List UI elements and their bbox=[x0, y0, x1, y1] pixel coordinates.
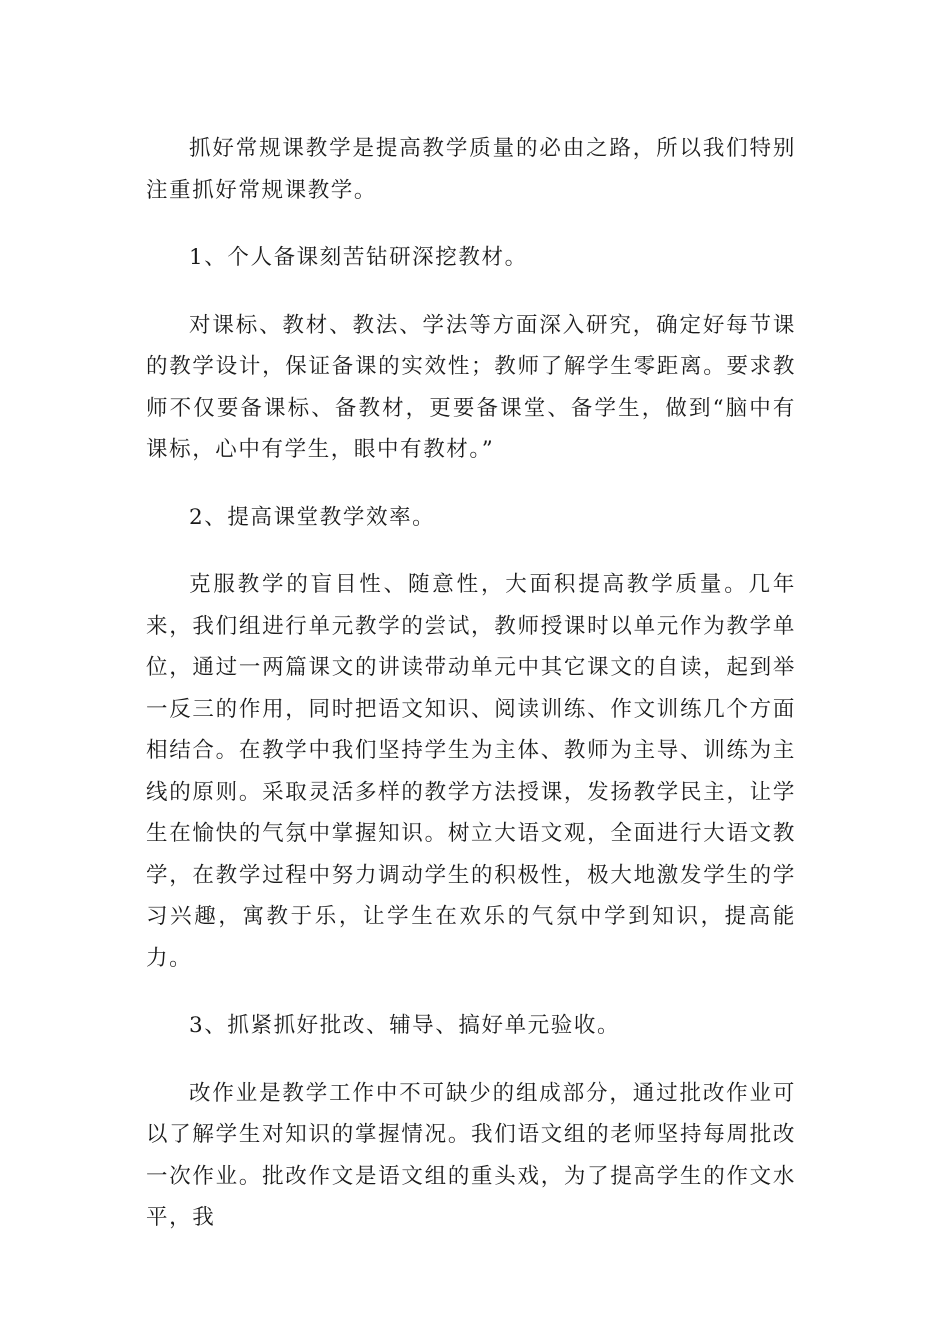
paragraph-grading-tutoring: 改作业是教学工作中不可缺少的组成部分，通过批改作业可以了解学生对知识的掌握情况。我们语文组的老师坚持每周批改一次作业。批改作文是语文组的重头戏，为了提高学生的作文水平，我 bbox=[146, 1080, 796, 1230]
paragraph-lesson-preparation: 对课标、教材、教法、学法等方面深入研究，确定好每节课的教学设计，保证备课的实效性；教师了解学生零距离。要求教师不仅要备课标、备教材，更要备课堂、备学生，做到“脑中有课标，心中有学生，眼中有教材。” bbox=[146, 312, 796, 462]
heading-lesson-preparation: 1、个人备课刻苦钻研深挖教材。 bbox=[189, 245, 528, 270]
heading-classroom-efficiency: 2、提高课堂教学效率。 bbox=[189, 504, 436, 530]
document-body bbox=[146, 128, 796, 1265]
paragraph-intro: 抓好常规课教学是提高教学质量的必由之路，所以我们特别注重抓好常规课教学。 bbox=[146, 136, 796, 203]
heading-grading-tutoring: 3、抓紧抓好批改、辅导、搞好单元验收。 bbox=[189, 1013, 621, 1038]
paragraph-classroom-efficiency: 克服教学的盲目性、随意性，大面积提高教学质量。几年来，我们组进行单元教学的尝试，教师授课时以单元作为教学单位，通过一两篇课文的讲读带动单元中其它课文的自读，起到举一反三的作用，同时把语文知识、阅读训练、作文训练几个方面相结合。在教学中我们坚持学生为主体、教师为主导、训练为主线的原则。采取灵活多样的教学方法授课，发扬教学民主，让学生在愉快的气氛中掌握知识。树立大语文观，全面进行大语文教学，在教学过程中努力调动学生的积极性，极大地激发学生的学习兴趣，寓教于乐，让学生在欢乐的气氛中学到知识，提高能力。 bbox=[146, 572, 796, 971]
